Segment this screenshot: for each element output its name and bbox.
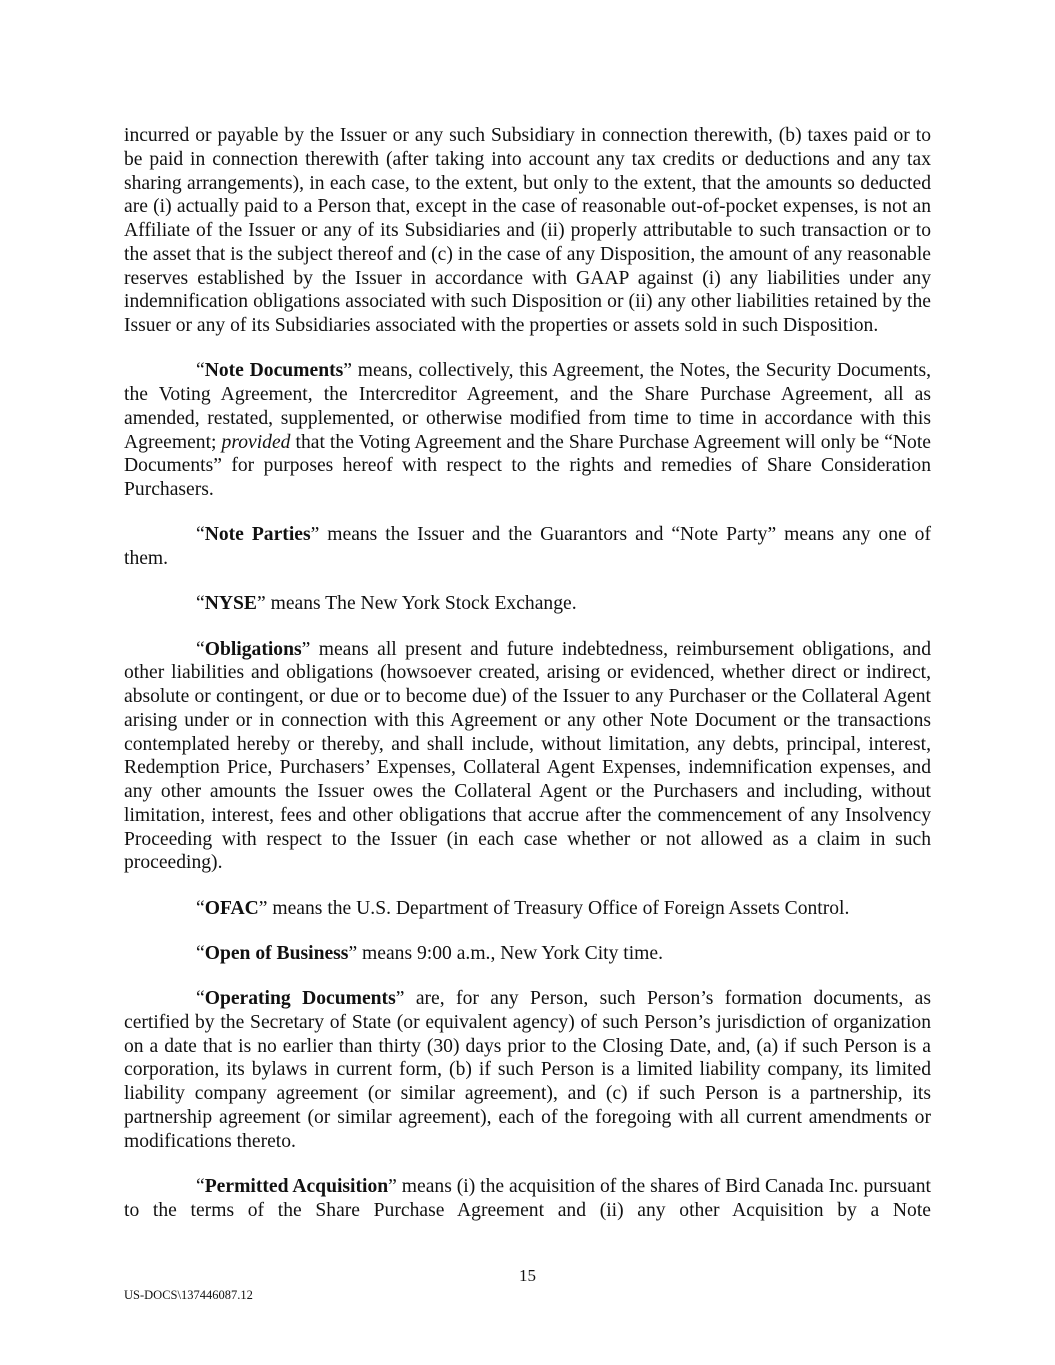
page-number: 15 (519, 1266, 536, 1285)
open-quote: “ (196, 360, 205, 382)
definition-nyse (124, 592, 931, 616)
definition-note-documents (124, 359, 931, 502)
definition-text: ” means (i) the acquisition of the shares of Bird Canada Inc. pursuant to the terms of the Share Purchase Agreement and (ii) any other Acquisition by a Note (124, 1175, 931, 1221)
definition-operating-documents (124, 987, 931, 1153)
defined-term: Open of Business (204, 942, 349, 964)
definition-text: ” means all present and future indebtedness, reimbursement obligations, and other liabilities and obligations (howsoever created, arising or evidenced, whether direct or indirect, absolute or contingent, or due or to become due) of the Issuer to any Purchaser or the Collateral Agent arising under or in connection with this Agreement or any other Note Document or the transactions contemplated hereby or thereby, and shall include, without limitation, any debts, principal, interest, Redemption Price, Purchasers’ Expenses, Collateral Agent Expenses, indemnification expenses, and any other amounts the Issuer owes the Collateral Agent or the Purchasers and including, without limitation, interest, fees and other obligations that accrue after the commencement of any Insolvency Proceeding with respect to the Issuer (in each case whether or not allowed as a claim in such proceeding). (124, 638, 931, 874)
definition-note-parties (124, 523, 931, 571)
open-quote: “ (196, 1175, 205, 1197)
paragraph-text: incurred or payable by the Issuer or any such Subsidiary in connection therewith, (b) taxes paid or to be paid in connection therewith (after taking into account any tax credits or deductions and any tax sharing arrangements), in each case, to the extent, but only to the extent, that the amounts so deducted are (i) actually paid to a Person that, except in the case of reasonable out-of-pocket expenses, is not an Affiliate of the Issuer or any of its Subsidiaries and (ii) properly attributable to such transaction or to the asset that is the subject thereof and (c) in the case of any Disposition, the amount of any reasonable reserves established by the Issuer in accordance with GAAP against (i) any liabilities under any indemnification obligations associated with such Disposition or (ii) any other liabilities retained by the Issuer or any of its Subsidiaries associated with the properties or assets sold in such Disposition. (124, 125, 931, 336)
defined-term: Note Documents (204, 360, 344, 382)
defined-term: Note Parties (204, 524, 311, 546)
open-quote: “ (196, 988, 205, 1009)
definition-text: that the Voting Agreement and the Share Purchase Agreement will only be “Note Documents” for purposes hereof with respect to the rights and remedies of Share Consideration Purchasers. (124, 431, 931, 500)
open-quote: “ (196, 593, 205, 615)
document-body (124, 124, 931, 1244)
definition-permitted-acquisition (124, 1175, 931, 1223)
definition-text: ” means the Issuer and the Guarantors and “Note Party” means any one of them. (124, 524, 931, 569)
defined-term: OFAC (204, 897, 259, 919)
defined-term: Obligations (204, 638, 302, 660)
definition-open-of-business (124, 942, 931, 966)
open-quote: “ (196, 638, 205, 660)
definition-text: ” are, for any Person, such Person’s formation documents, as certified by the Secretary of State (or equivalent agency) of such Person’s jurisdiction of organization on a date that is no earlier than thirty (30) days prior to the Closing Date, and, (a) if such Person is a corporation, its bylaws in current form, (b) if such Person is a limited liability company, its limited liability company agreement (or similar agreement), and (c) if such Person is a partnership, its partnership agreement (or similar agreement), each of the foregoing with all current amendments or modifications thereto. (124, 988, 932, 1152)
definition-ofac (124, 897, 931, 921)
open-quote: “ (196, 897, 205, 919)
definition-emphasis: provided (221, 431, 291, 453)
open-quote: “ (196, 524, 205, 546)
paragraph-net-proceeds-continuation (124, 124, 931, 338)
defined-term: Operating Documents (204, 988, 396, 1009)
open-quote: “ (196, 942, 205, 964)
defined-term: Permitted Acquisition (204, 1175, 389, 1197)
definition-text: ” means The New York Stock Exchange. (256, 593, 577, 615)
definition-text: ” means the U.S. Department of Treasury Office of Foreign Assets Control. (258, 897, 850, 919)
definition-text: ” means 9:00 a.m., New York City time. (348, 942, 663, 964)
definition-text: ” means, collectively, this Agreement, the Notes, the Security Documents, the Voting Agreement, the Intercreditor Agreement, and the Share Purchase Agreement, all as amended, restated, supplemented, or otherwise modified from time to time in accordance with this Agreement; (124, 360, 931, 453)
defined-term: NYSE (204, 593, 257, 615)
document-id: US-DOCS\137446087.12 (124, 1288, 253, 1302)
definition-obligations (124, 638, 931, 876)
